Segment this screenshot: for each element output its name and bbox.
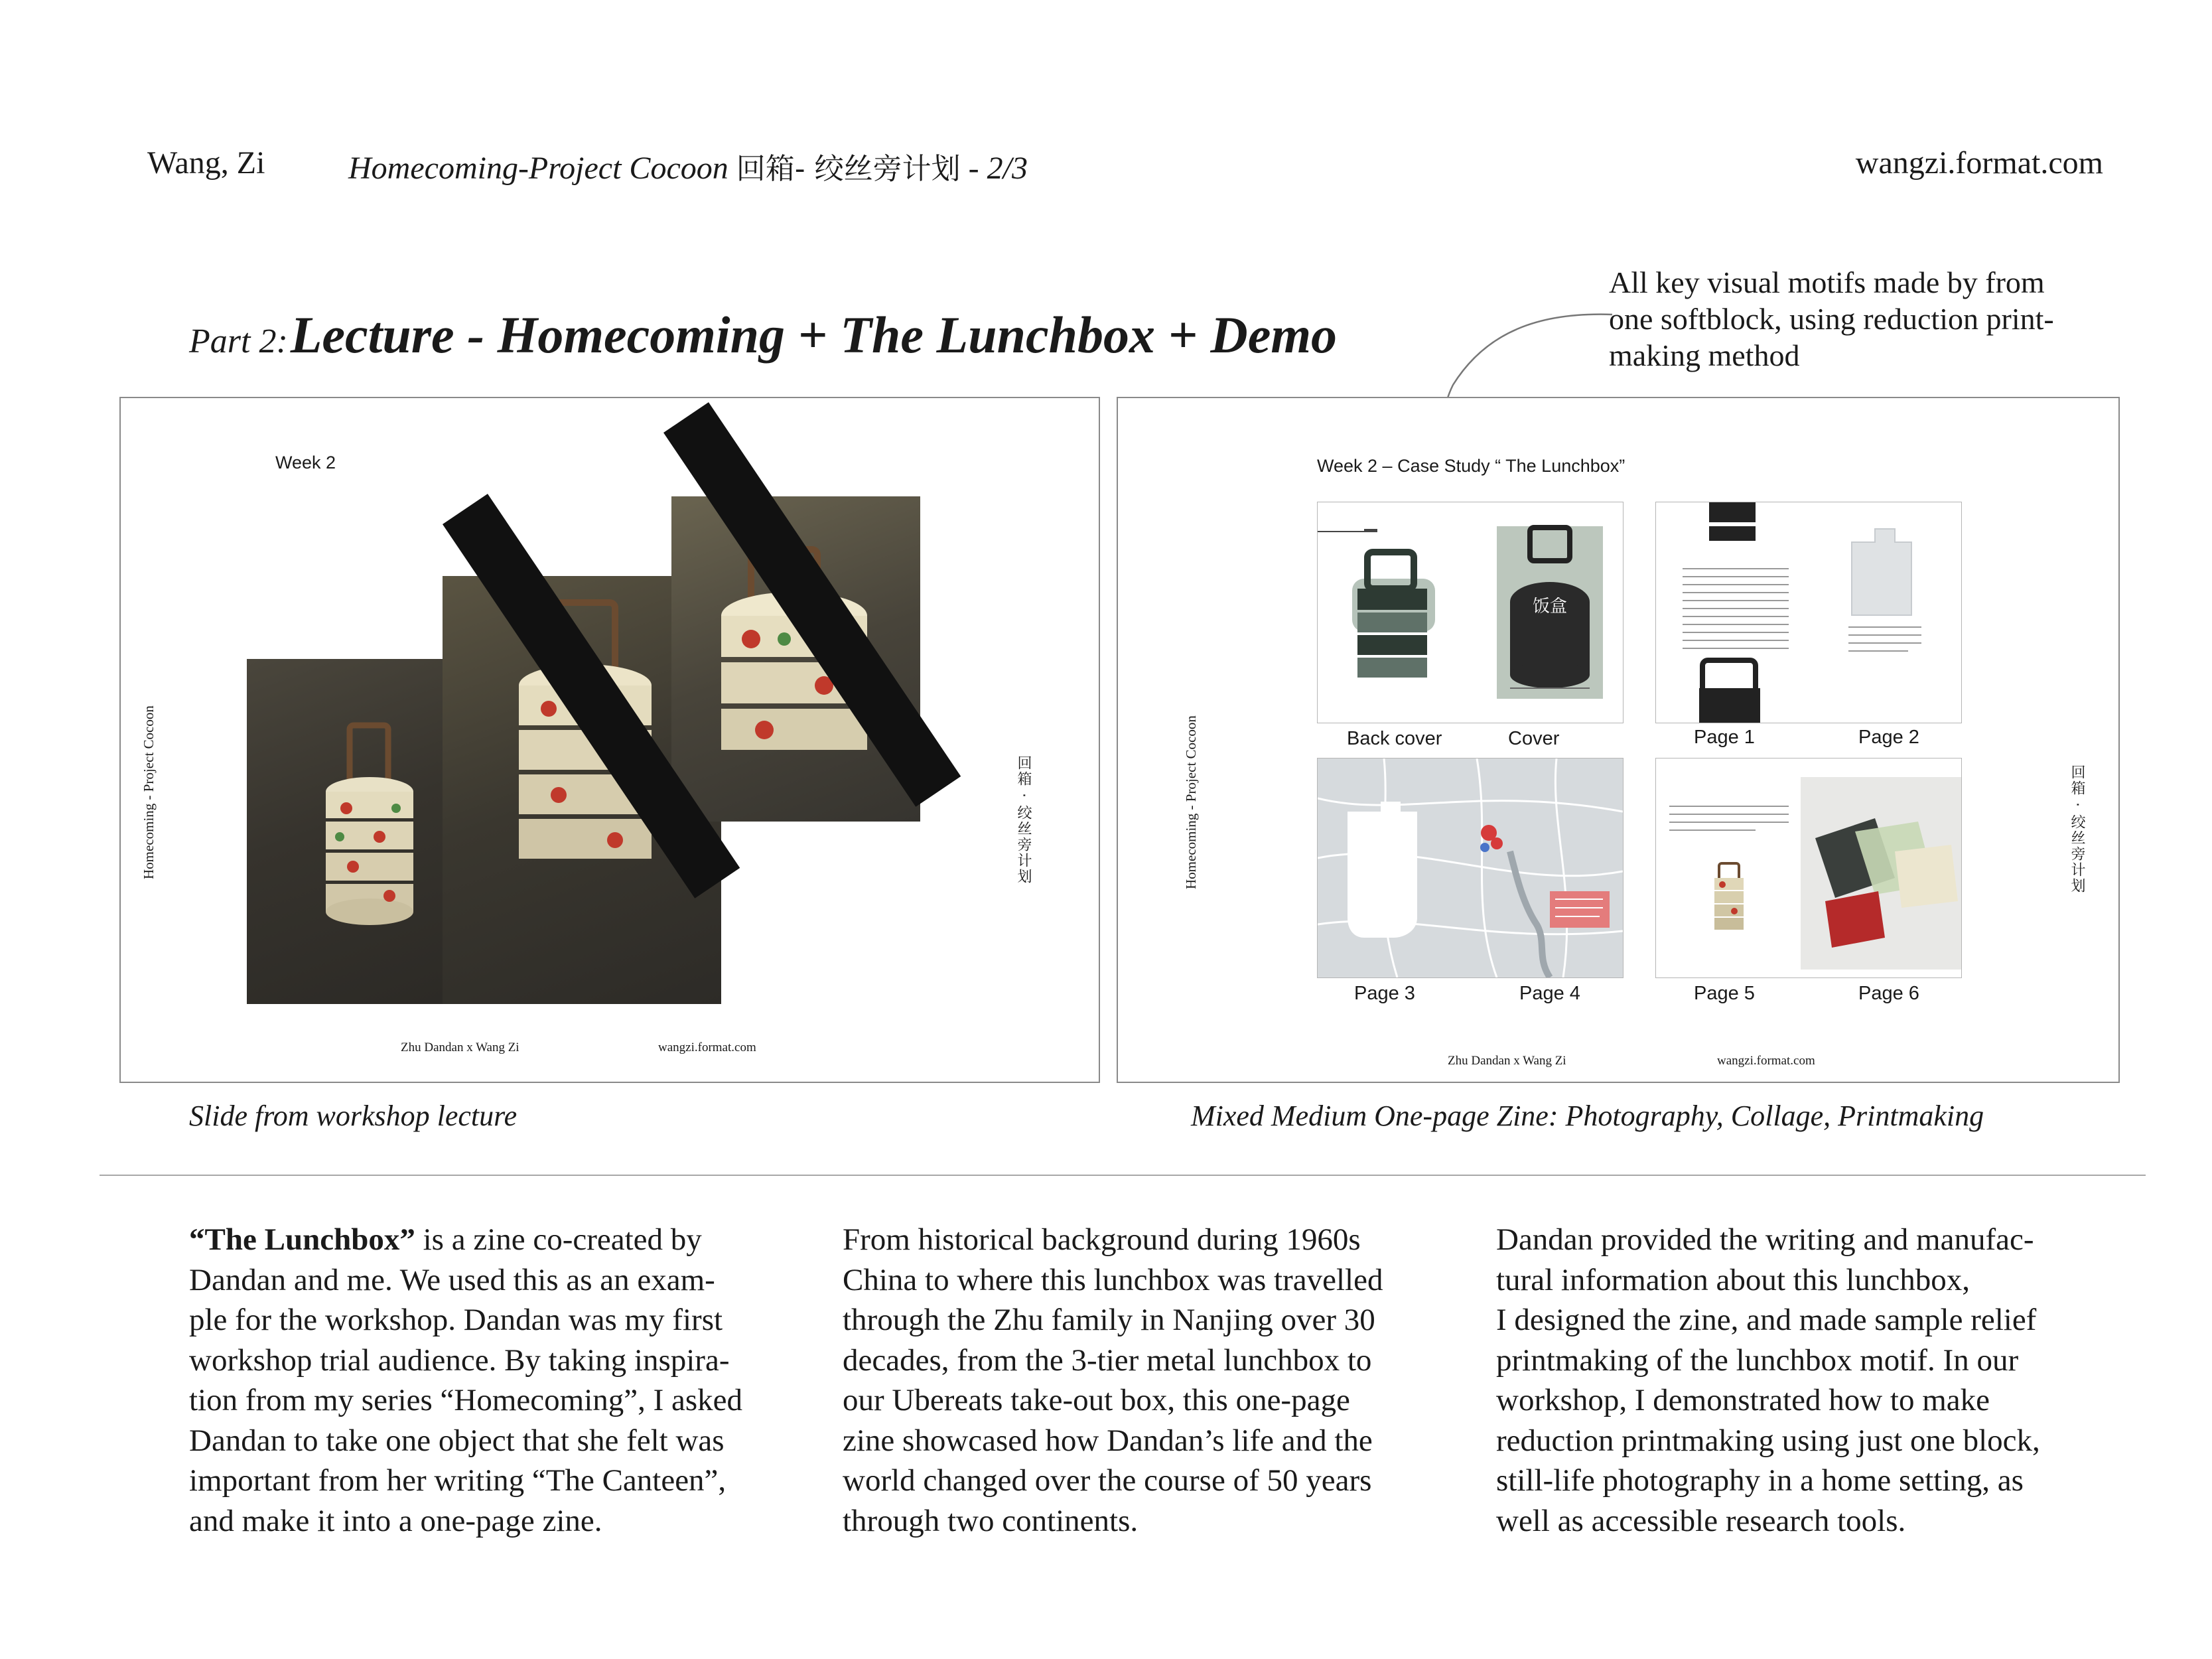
callout-line: making method (1609, 338, 1800, 372)
zine-spread-pages-3-4 (1317, 758, 1624, 978)
side-label-cn: 回箱 · 绞丝旁计划 (1015, 755, 1032, 885)
body-column-3 (1496, 1220, 2093, 1541)
label-page-2: Page 2 (1858, 727, 1919, 748)
body-line: ple for the workshop. Dandan was my first (189, 1303, 723, 1337)
body-line: world changed over the course of 50 years (843, 1463, 1372, 1498)
site-text: wangzi.format.com (658, 1041, 756, 1054)
label-page-5: Page 5 (1694, 983, 1755, 1004)
zine-spread-pages-1-2 (1655, 502, 1962, 723)
body-column-2 (843, 1220, 1440, 1541)
body-line: important from her writing “The Canteen”, (189, 1463, 726, 1498)
callout-line: one softblock, using reduction print- (1609, 302, 2054, 336)
body-text: is a zine co-created by (415, 1222, 702, 1257)
page-layout-photo (1656, 758, 1961, 977)
zine-title-bold: “The Lunchbox” (189, 1222, 415, 1257)
zine-spread-pages-5-6 (1655, 758, 1962, 978)
credit-text: Zhu Dandan x Wang Zi (1448, 1054, 1566, 1068)
body-line: I designed the zine, and made sample relief (1496, 1303, 2037, 1337)
callout-line: All key visual motifs made by from (1609, 265, 2045, 299)
week-label: Week 2 (275, 453, 336, 472)
part-prefix: Part 2: (189, 323, 288, 360)
lecture-slide (119, 397, 1100, 1083)
label-page-4: Page 4 (1519, 983, 1580, 1004)
body-line: workshop trial audience. By taking inspira- (189, 1342, 730, 1378)
page-layout (1656, 502, 1961, 723)
body-line: Dandan to take one object that she felt was (189, 1423, 725, 1458)
side-label: Homecoming - Project Cocoon (141, 705, 157, 879)
body-line: workshop, I demonstrated how to make (1496, 1383, 1990, 1417)
label-page-3: Page 3 (1354, 983, 1415, 1004)
body-line: reduction printmaking using just one block, (1496, 1423, 2040, 1458)
section-divider (100, 1175, 2146, 1176)
label-cover: Cover (1508, 728, 1560, 749)
body-line: tion from my series “Homecoming”, I asked (189, 1383, 743, 1417)
page-indicator: - 2/3 (968, 151, 1028, 186)
callout-note (1609, 264, 2113, 374)
author-name: Wang, Zi (147, 145, 265, 180)
body-line (189, 1220, 786, 1260)
site-text: wangzi.format.com (1717, 1054, 1815, 1068)
part-title (189, 305, 1337, 365)
map-collage (1318, 758, 1623, 977)
body-line: through two continents. (843, 1503, 1139, 1538)
body-line: Dandan and me. We used this as an exam- (189, 1262, 715, 1297)
print-motif (1318, 502, 1623, 723)
project-title-en: Homecoming-Project Cocoon (348, 151, 728, 186)
body-line: well as accessible research tools. (1496, 1503, 1906, 1538)
body-line: decades, from the 3-tier metal lunchbox to (843, 1342, 1372, 1378)
website-link[interactable]: wangzi.format.com (1855, 145, 2103, 180)
body-line: and make it into a one-page zine. (189, 1503, 602, 1538)
project-title-cn: 回箱- 绞丝旁计划 (736, 152, 961, 186)
body-line: printmaking of the lunchbox motif. In our (1496, 1342, 2019, 1378)
body-column-1 (189, 1220, 786, 1541)
body-line: our Ubereats take-out box, this one-page (843, 1383, 1350, 1417)
side-label: Homecoming - Project Cocoon (1183, 715, 1199, 889)
label-back-cover: Back cover (1347, 728, 1442, 749)
body-line: From historical background during 1960s (843, 1222, 1361, 1257)
body-line: tural information about this lunchbox, (1496, 1262, 1970, 1297)
body-line: Dandan provided the writing and manufac- (1496, 1222, 2034, 1257)
cover-glyph: 饭盒 (1532, 597, 1568, 616)
body-line: still-life photography in a home setting, as (1496, 1463, 2024, 1498)
body-line: zine showcased how Dandan’s life and the (843, 1423, 1373, 1458)
project-title (348, 145, 1028, 187)
side-label-cn: 回箱 · 绞丝旁计划 (2069, 764, 2085, 894)
caption-zine: Mixed Medium One-page Zine: Photography, Collage, Printmaking (1191, 1100, 1984, 1132)
part-heading: Lecture - Homecoming + The Lunchbox + Demo (290, 306, 1338, 364)
zine-spread-covers (1317, 502, 1624, 723)
zine-slide (1117, 397, 2120, 1083)
credit-text: Zhu Dandan x Wang Zi (401, 1041, 519, 1054)
label-page-1: Page 1 (1694, 727, 1755, 748)
body-line: China to where this lunchbox was travelled (843, 1262, 1383, 1297)
body-line: through the Zhu family in Nanjing over 30 (843, 1303, 1375, 1337)
label-page-6: Page 6 (1858, 983, 1919, 1004)
caption-lecture-slide: Slide from workshop lecture (189, 1100, 518, 1132)
case-study-title: Week 2 – Case Study “ The Lunchbox” (1317, 456, 1625, 476)
